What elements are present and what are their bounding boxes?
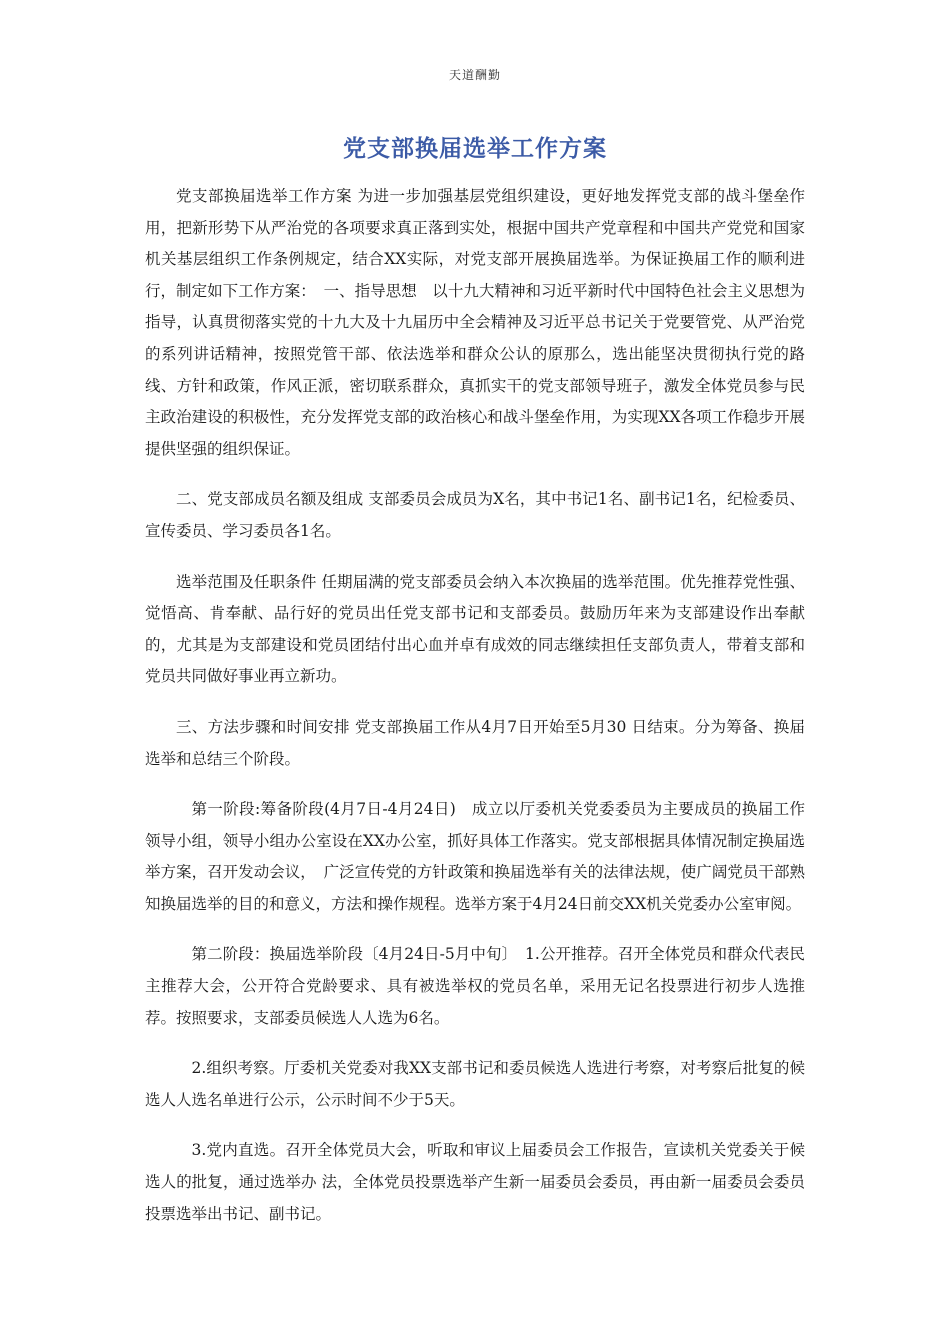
paragraph-members: 二、党支部成员名额及组成 支部委员会成员为X名，其中书记1名、副书记1名，纪检委员、宣传委员、学习委员各1名。 — [145, 490, 805, 540]
document-body — [145, 181, 805, 1249]
paragraph-intro: 党支部换届选举工作方案 为进一步加强基层党组织建设，更好地发挥党支部的战斗堡垒作用，把新形势下从严治党的各项要求真正落到实处，根据中国共产党章程和中国共产党党和国家机关基层组织工作条例规定，结合XX实际，对党支部开展换届选举。为保证换届工作的顺利进行，制定如下工作方案： 一、指导思想 以十九大精神和习近平新时代中国特色社会主义思想为指导，认真贯彻落实党的十九大及十九届历中全会精神及习近平总书记关于党要管党、从严治党的系列讲话精神，按照党管干部、依法选举和群众公认的原那么，选出能坚决贯彻执行党的路线、方针和政策，作风正派，密切联系群众，真抓实干的党支部领导班子，激发全体党员参与民主政治建设的积极性，充分发挥党支部的政治核心和战斗堡垒作用，为实现XX各项工作稳步开展提供坚强的组织保证。 — [145, 187, 805, 458]
paragraph-inspection: 2.组织考察。厅委机关党委对我XX支部书记和委员候选人选进行考察，对考察后批复的候选人人选名单进行公示，公示时间不少于5天。 — [145, 1059, 805, 1109]
paragraph-stage-two: 第二阶段：换届选举阶段〔4月24日-5月中旬〕 1.公开推荐。召开全体党员和群众代表民主推荐大会，公开符合党龄要求、具有被选举权的党员名单，采用无记名投票进行初步人选推荐。按照要求，支部委员候选人人选为6名。 — [145, 945, 805, 1027]
page-header: 天道酬勤 — [448, 68, 501, 82]
paragraph-scope: 选举范围及任职条件 任期届满的党支部委员会纳入本次换届的选举范围。优先推荐党性强、觉悟高、肯奉献、品行好的党员出任党支部书记和支部委员。鼓励历年来为支部建设作出奉献的，尤其是为支部建设和党员团结付出心血并卓有成效的同志继续担任支部负责人，带着支部和党员共同做好事业再立新功。 — [145, 572, 805, 686]
paragraph-steps: 三、方法步骤和时间安排 党支部换届工作从4月7日开始至5月30 日结束。分为筹备、换届选举和总结三个阶段。 — [145, 717, 805, 768]
paragraph-direct-election: 3.党内直选。召开全体党员大会，听取和审议上届委员会工作报告，宣读机关党委关于候选人的批复，通过选举办 法，全体党员投票选举产生新一届委员会委员，再由新一届委员会委员投票选举出书记、副书记。 — [145, 1141, 805, 1223]
document-title: 党支部换届选举工作方案 — [343, 136, 607, 162]
paragraph-stage-one: 第一阶段:筹备阶段(4月7日-4月24日) 成立以厅委机关党委委员为主要成员的换届工作领导小组，领导小组办公室设在XX办公室，抓好具体工作落实。党支部根据具体情况制定换届选举方案，召开发动会议， 广泛宣传党的方针政策和换届选举有关的法律法规，使广阔党员干部熟知换届选举的目的和意义，方法和操作规程。选举方案于4月24日前交XX机关党委办公室审阅。 — [145, 800, 805, 913]
